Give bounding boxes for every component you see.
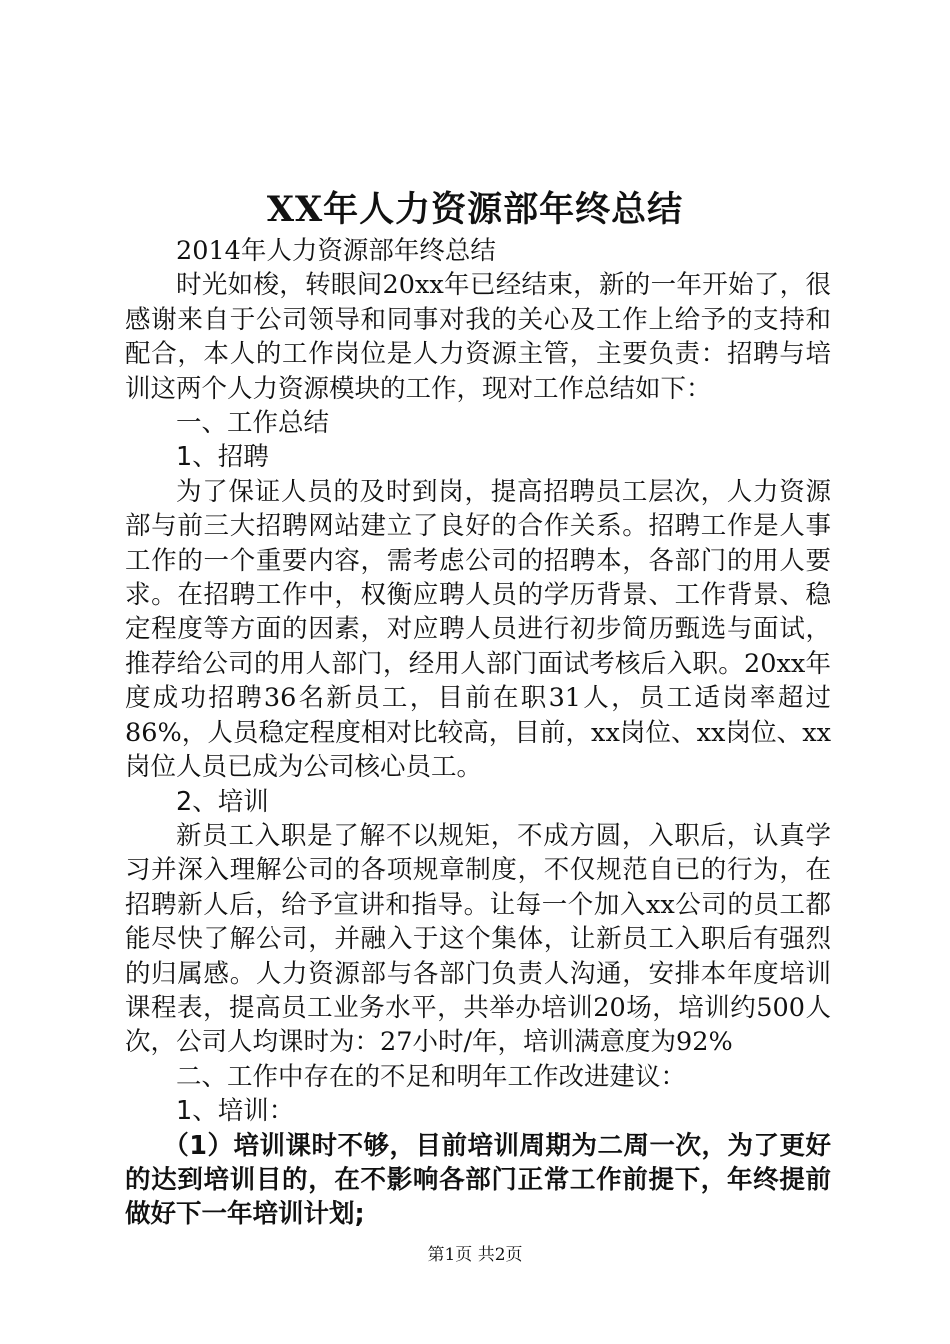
training-improvement-item: （1）培训课时不够，目前培训周期为二周一次，为了更好的达到培训目的，在不影响各部门正常工作前提下，年终提前做好下一年培训计划; xyxy=(125,1130,831,1230)
document-title: XX年人力资源部年终总结 xyxy=(266,189,684,230)
recruitment-paragraph: 为了保证人员的及时到岗，提高招聘员工层次，人力资源部与前三大招聘网站建立了良好的合作关系。招聘工作是人事工作的一个重要内容，需考虑公司的招聘本，各部门的用人要求。在招聘工作中，权衡应聘人员的学历背景、工作背景、稳定程度等方面的因素，对应聘人员进行初步简历甄选与面试，推荐给公司的用人部门，经用人部门面试考核后入职。20xx年度成功招聘36名新员工，目前在职31人，员工适岗率超过86%，人员稳定程度相对比较高，目前，xx岗位、xx岗位、xx岗位人员已成为公司核心员工。 xyxy=(125,476,831,783)
document-body xyxy=(125,234,831,1232)
training-paragraph: 新员工入职是了解不以规矩，不成方圆，入职后，认真学习并深入理解公司的各项规章制度，不仅规范自已的行为，在招聘新人后，给予宣讲和指导。让每一个加入xx公司的员工都能尽快了解公司，并融入于这个集体，让新员工入职后有强烈的归属感。人力资源部与各部门负责人沟通，安排本年度培训课程表，提高员工业务水平，共举办培训20场，培训约500人次，公司人均课时为：27小时/年，培训满意度为92% xyxy=(125,820,831,1058)
intro-paragraph: 时光如梭，转眼间20xx年已经结束，新的一年开始了，很感谢来自于公司领导和同事对我的关心及工作上给予的支持和配合，本人的工作岗位是人力资源主管，主要负责：招聘与培训这两个人力资源模块的工作，现对工作总结如下： xyxy=(125,270,831,404)
section-heading-work-summary: 一、工作总结 xyxy=(176,408,330,439)
subsection-heading-recruitment: 1、招聘 xyxy=(176,442,269,473)
page-footer: 第1页 共2页 xyxy=(427,1245,523,1265)
subsection-heading-training: 2、培训 xyxy=(176,786,269,817)
subtitle-paragraph: 2014年人力资源部年终总结 xyxy=(176,236,496,266)
section-heading-shortcomings: 二、工作中存在的不足和明年工作改进建议： xyxy=(176,1061,687,1092)
subsection-heading-training-improvement: 1、培训： xyxy=(176,1096,295,1127)
